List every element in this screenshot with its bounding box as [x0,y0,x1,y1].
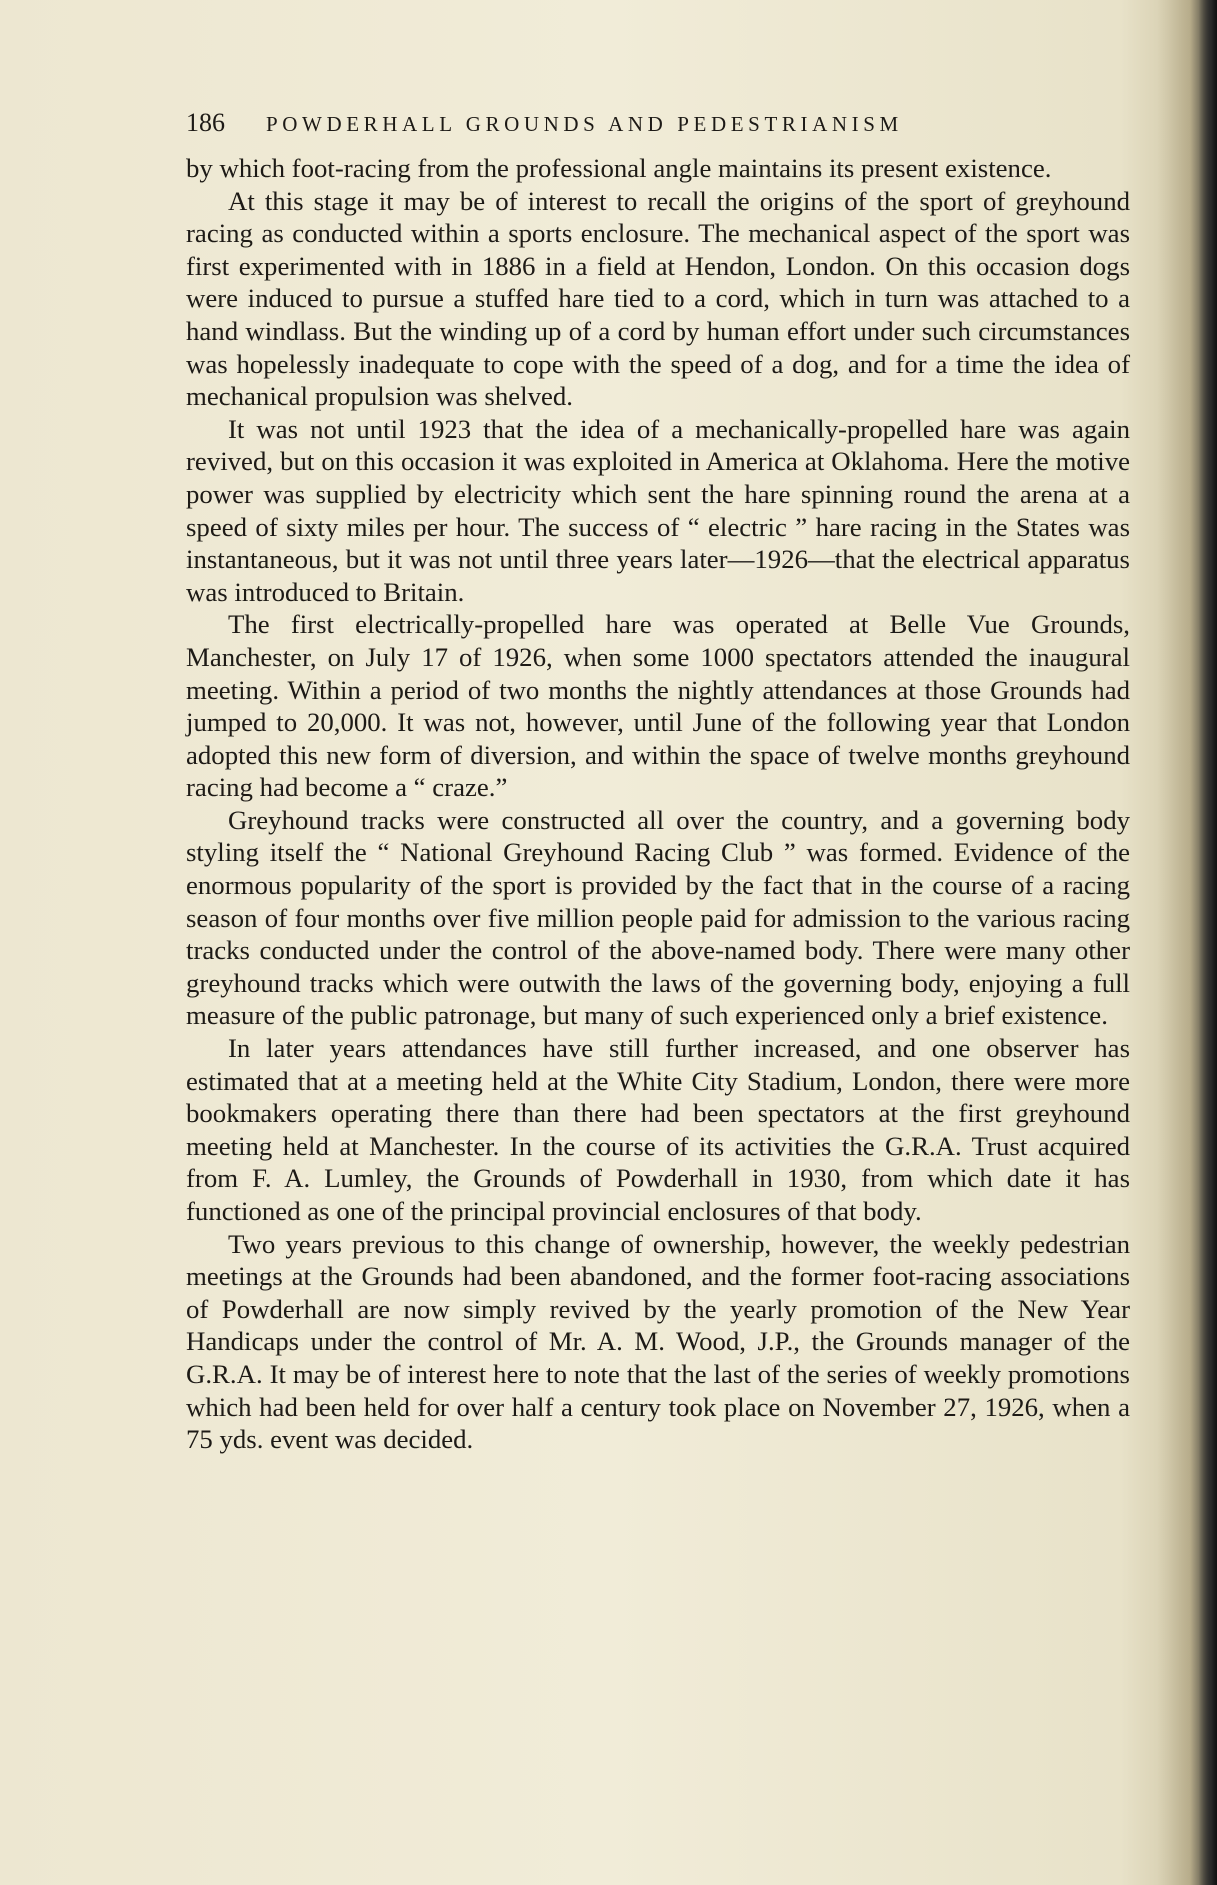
book-spine-shadow [1157,0,1217,1885]
paragraph-continuation: by which foot-racing from the professional angle maintains its present existence. [186,153,1052,183]
paragraph-oklahoma-1923: It was not until 1923 that the idea of a mechanically-propelled hare was again revived, but on this occasion it was exploited in America at Oklahoma. Here the motive power was supplied by electricity which sent the hare spinning round the arena at a speed of sixty miles per hour. The success of “ electric ” hare racing in the States was instantaneous, but it was not until three years later—1926—that the electrical apparatus was introduced to Britain. [186,413,1130,607]
page-number: 186 [186,108,225,137]
running-head-title: POWDERHALL GROUNDS AND PEDESTRIANISM [266,112,903,136]
paragraph-greyhound-origins: At this stage it may be of interest to recall the origins of the sport of greyhound racing as conducted within a sports enclosure. The mechanical aspect of the sport was first experimented with in 1886 in a field at Hendon, London. On this occasion dogs were induced to pursue a stuffed hare tied to a cord, which in turn was attached to a hand windlass. But the winding up of a cord by human effort under such circumstances was hopelessly inadequate to cope with the speed of a dog, and for a time the idea of mechanical propulsion was shelved. [186,185,1130,412]
page-content [186,108,1130,1456]
body-text [186,152,1130,1456]
paragraph-white-city: In later years attendances have still further increased, and one observer has estimated that at a meeting held at the White City Stadium, London, there were more bookmakers operating there than there had been spectators at the first greyhound meeting held at Manchester. In the course of its activities the G.R.A. Trust acquired from F. A. Lumley, the Grounds of Powderhall in 1930, from which date it has functioned as one of the principal provincial enclosures of that body. [186,1033,1130,1226]
paragraph-new-year-handicaps: Two years previous to this change of ownership, however, the weekly pedestrian meetings at the Grounds had been abandoned, and the former foot-racing associations of Powderhall are now simply revived by the yearly promotion of the New Year Handicaps under the control of Mr. A. M. Wood, J.P., the Grounds manager of the G.R.A. It may be of interest here to note that the last of the series of weekly promotions which had been held for over half a century took place on November 27, 1926, when a 75 yds. event was decided. [186,1228,1130,1455]
paragraph-national-greyhound-club: Greyhound tracks were constructed all over the country, and a governing body styling itself the “ National Greyhound Racing Club ” was formed. Evidence of the enormous popularity of the sport is provided by the fact that in the course of a racing season of four months over five million people paid for admission to the various racing tracks conducted under the control of the above-named body. There were many other greyhound tracks which were outwith the laws of the governing body, enjoying a full measure of the public patronage, but many of such experienced only a brief existence. [186,804,1130,1031]
running-head [186,108,1130,146]
paragraph-belle-vue-1926: The first electrically-propelled hare was operated at Belle Vue Grounds, Manchester, on July 17 of 1926, when some 1000 spectators attended the inaugural meeting. Within a period of two months the nightly attendances at those Grounds had jumped to 20,000. It was not, however, until June of the following year that London adopted this new form of diversion, and within the space of twelve months greyhound racing had become a “ craze.” [186,609,1130,803]
